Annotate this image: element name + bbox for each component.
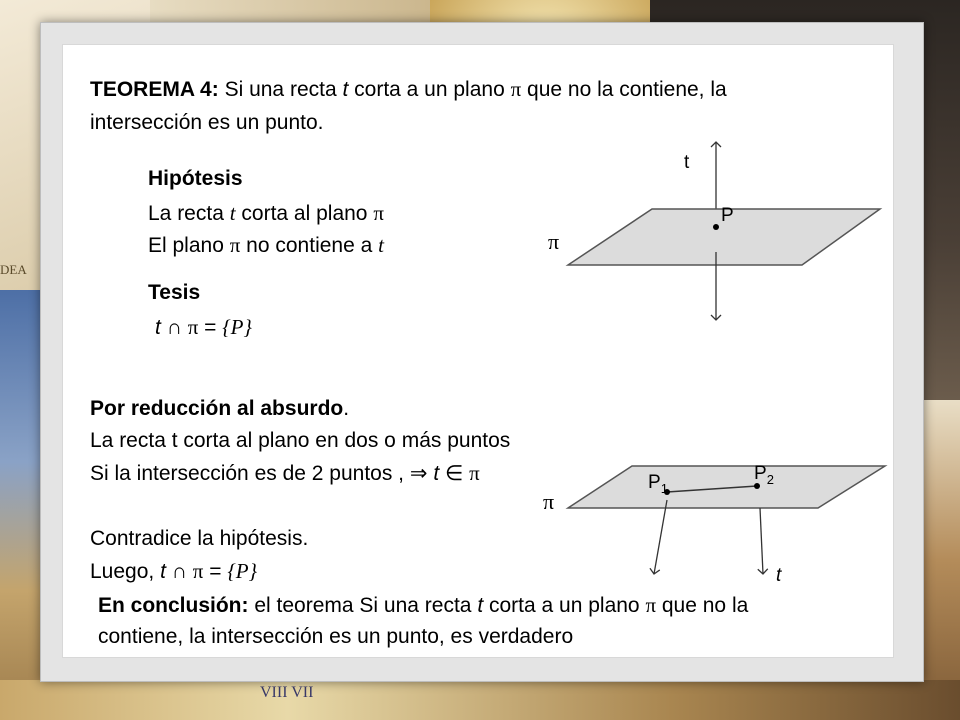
point-p xyxy=(713,224,719,230)
thesis-title: Tesis xyxy=(148,281,201,304)
line-through-p1 xyxy=(654,500,667,574)
label-t-2: t xyxy=(776,565,782,586)
line-through-p2 xyxy=(760,508,763,574)
label-p: P xyxy=(721,205,734,226)
conclusion-label: En conclusión: xyxy=(98,594,249,617)
label-pi-1: π xyxy=(548,229,560,254)
theorem-line-1: TEOREMA 4: Si una recta t corta a un plano π que no la contiene, la xyxy=(90,77,727,101)
proof-line-4: Luego, t ∩ π = {P} xyxy=(90,559,257,583)
label-p2: $P_2$ xyxy=(754,463,774,487)
proof-line-3: Contradice la hipótesis. xyxy=(90,527,309,550)
thesis-formula: t ∩ π = {P} xyxy=(155,315,252,339)
bg-roman-numerals: VIII VII xyxy=(260,684,314,701)
theorem-line-2: intersección es un punto. xyxy=(90,111,324,134)
diagram-2 xyxy=(543,463,885,586)
proof-method: Por reducción al absurdo. xyxy=(90,397,350,420)
conclusion-line-1: En conclusión: el teorema Si una recta t corta a un plano π que no la xyxy=(98,593,749,617)
proof-line-1: La recta t corta al plano en dos o más puntos xyxy=(90,429,511,452)
hypothesis-line-2: El plano π no contiene a t xyxy=(148,233,384,257)
hypothesis-line-1: La recta t corta al plano π xyxy=(148,201,384,225)
label-t: t xyxy=(684,152,690,173)
conclusion-line-2: contiene, la intersección es un punto, es verdadero xyxy=(98,625,574,648)
bg-dea-text: DEA xyxy=(0,262,27,277)
theorem-label: TEOREMA 4: xyxy=(90,78,219,101)
label-pi-2: π xyxy=(543,489,555,514)
diagram-1 xyxy=(548,142,880,320)
hypothesis-title: Hipótesis xyxy=(148,167,243,190)
plane-pi-2 xyxy=(568,466,885,508)
label-p1: $P_1$ xyxy=(648,472,668,496)
proof-line-2: Si la intersección es de 2 puntos , ⇒ t ∈ π xyxy=(90,461,480,485)
